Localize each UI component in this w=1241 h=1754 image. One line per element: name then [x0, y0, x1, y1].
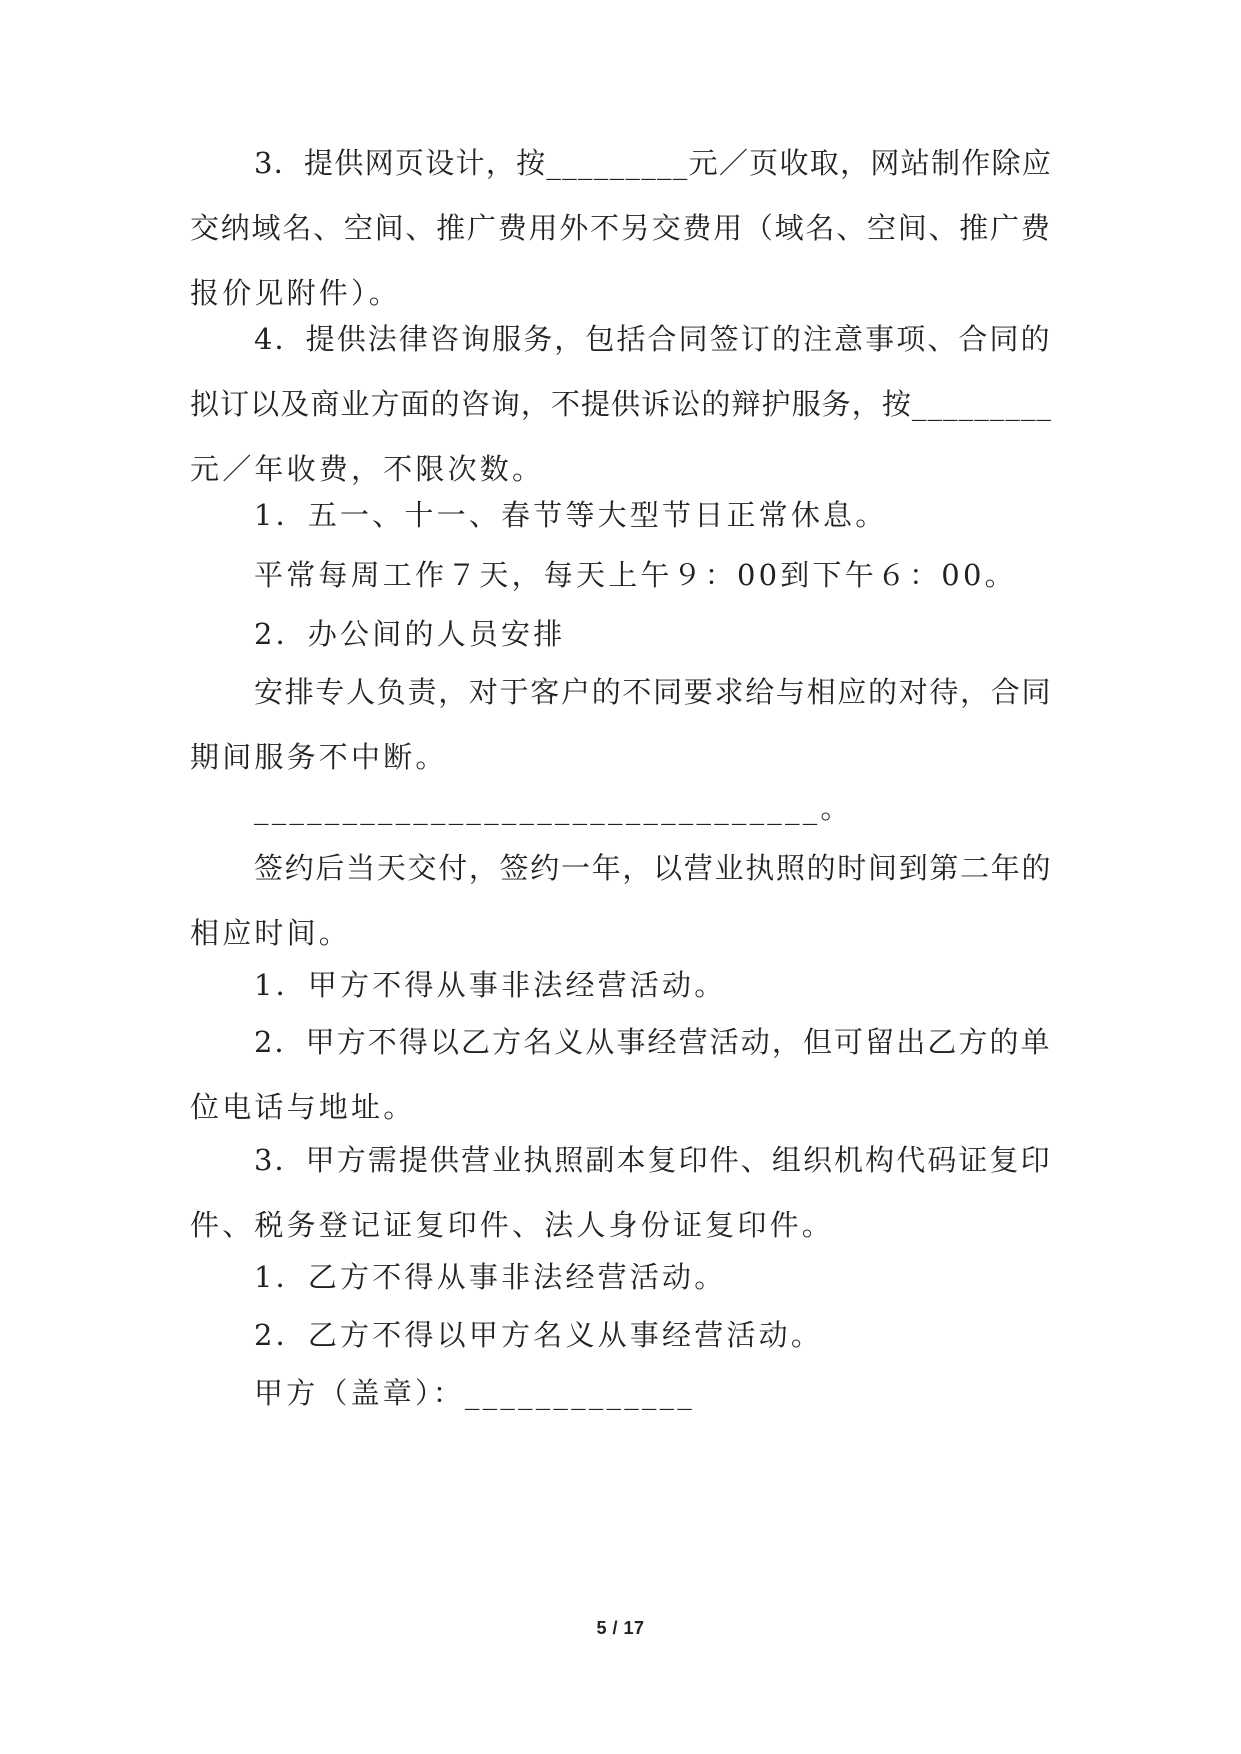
paragraph-blank-fill-line — [190, 776, 1052, 841]
paragraph-line: 元／年收费，不限次数。 — [190, 452, 545, 486]
paragraph-line: 3．甲方需提供营业执照副本复印件、组织机构代码证复印 — [254, 1143, 1052, 1177]
paragraph-line: 1．乙方不得从事非法经营活动。 — [254, 1260, 727, 1294]
paragraph-line: 安排专人负责，对于客户的不同要求给与相应的对待，合同 — [254, 675, 1053, 709]
paragraph-party-b-obligation-1 — [190, 1245, 1052, 1310]
page-number: 5 / 17 — [596, 1618, 645, 1638]
paragraph-line: 4．提供法律咨询服务，包括合同签订的注意事项、合同的 — [254, 322, 1052, 356]
paragraph-line: 件、税务登记证复印件、法人身份证复印件。 — [190, 1208, 835, 1242]
paragraph-legal-consulting — [190, 307, 1052, 502]
paragraph-party-b-obligation-2 — [190, 1303, 1052, 1368]
paragraph-line: 2．甲方不得以乙方名义从事经营活动，但可留出乙方的单 — [254, 1025, 1052, 1059]
paragraph-line: 交纳域名、空间、推广费用外不另交费用（域名、空间、推广费 — [190, 211, 1052, 245]
paragraph-line: 1．五一、十一、春节等大型节日正常休息。 — [254, 498, 888, 532]
signature-field: 甲方（盖章）：_____________ — [254, 1376, 696, 1410]
paragraph-web-design-fee — [190, 131, 1052, 326]
paragraph-line: 2．乙方不得以甲方名义从事经营活动。 — [254, 1318, 824, 1352]
paragraph-party-a-obligation-1 — [190, 953, 1052, 1018]
paragraph-line: 拟订以及商业方面的咨询，不提供诉讼的辩护服务，按_________ — [190, 387, 1053, 421]
fill-in-blank: ________________________________。 — [254, 791, 853, 825]
paragraph-working-hours — [190, 543, 1052, 608]
paragraph-line: 3．提供网页设计，按_________元／页收取，网站制作除应 — [254, 146, 1053, 180]
paragraph-line: 位电话与地址。 — [190, 1090, 416, 1124]
paragraph-staff-arrangement — [190, 660, 1052, 790]
paragraph-line: 1．甲方不得从事非法经营活动。 — [254, 968, 727, 1002]
paragraph-holidays — [190, 483, 1052, 548]
paragraph-line: 签约后当天交付，签约一年，以营业执照的时间到第二年的 — [254, 851, 1053, 885]
party-a-seal-line — [190, 1361, 1052, 1426]
paragraph-line: 平常每周工作７天，每天上午９：00到下午６：00。 — [254, 558, 1017, 592]
paragraph-party-a-obligation-2 — [190, 1010, 1052, 1140]
paragraph-party-a-obligation-3 — [190, 1128, 1052, 1258]
paragraph-line: 期间服务不中断。 — [190, 740, 448, 774]
paragraph-line: 报价见附件）。 — [190, 276, 401, 310]
paragraph-line: 2．办公间的人员安排 — [254, 617, 566, 651]
paragraph-staff-arrangement-heading — [190, 602, 1052, 667]
paragraph-delivery-term — [190, 836, 1052, 966]
paragraph-line: 相应时间。 — [190, 916, 352, 950]
